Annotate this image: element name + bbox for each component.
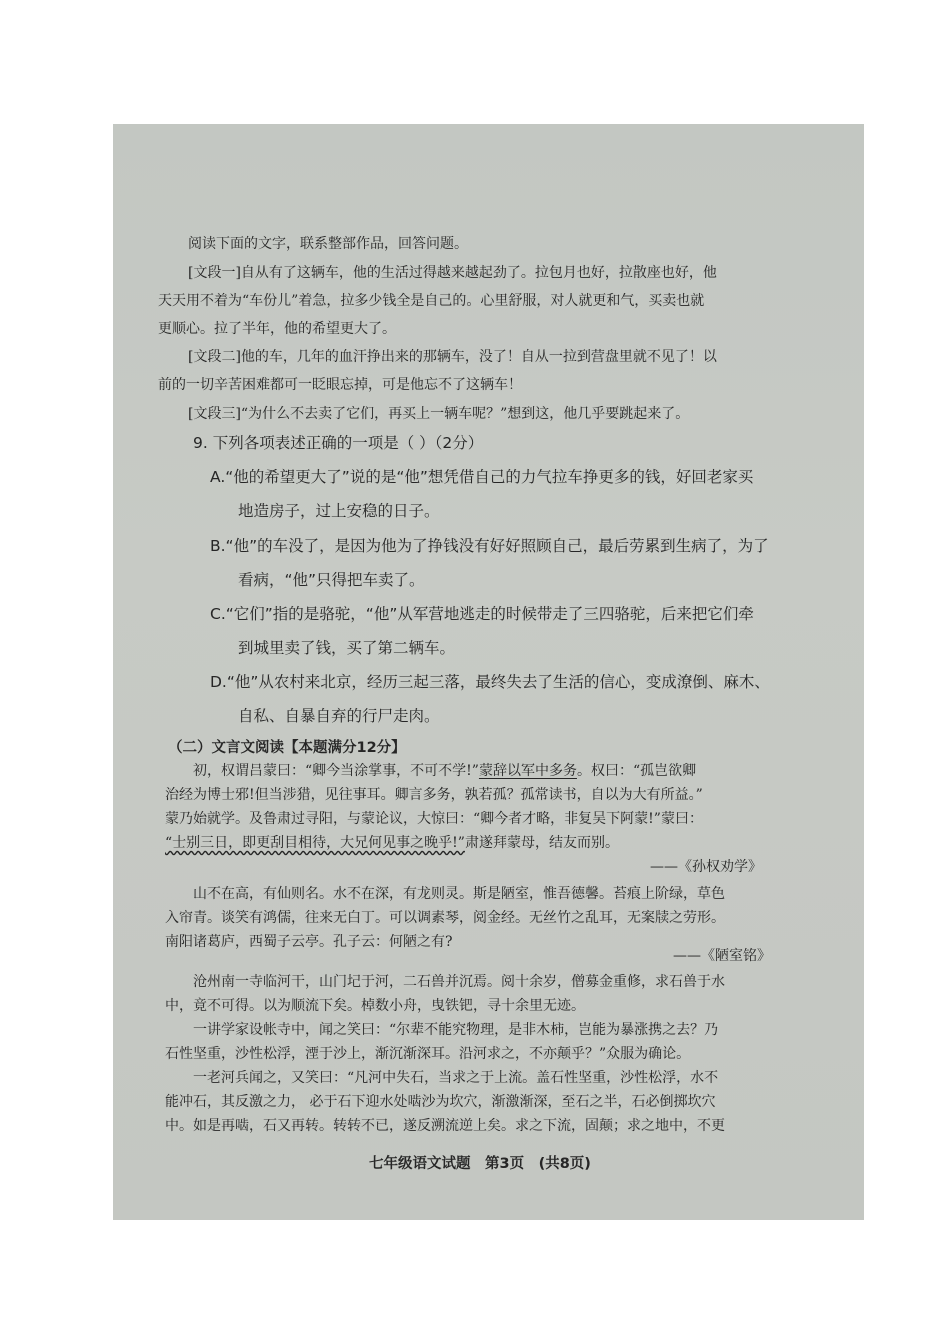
- question-9-option-b-cont: 看病，“他”只得把车卖了。: [238, 571, 425, 589]
- sunquan-text: 初，权谓吕蒙曰：“卿今当涂掌事，不可不学!”: [193, 763, 479, 779]
- section-2-heading: [168, 738, 406, 758]
- question-9-option-a-cont: 地造房子，过上安稳的日子。: [238, 502, 440, 520]
- question-9-option-b: B.“他”的车没了，是因为他为了挣钱没有好好照顾自己，最后劳累到生病了，为了: [210, 537, 769, 555]
- loushi-source: ——《陋室铭》: [673, 948, 771, 964]
- question-9-option-a: A.“他的希望更大了”说的是“他”想凭借自己的力气拉车挣更多的钱，好回老家买: [210, 468, 754, 486]
- passage-three-line: [文段三]“为什么不去卖了它们，再买上一辆车呢？”想到这，他几乎要跳起来了。: [188, 406, 690, 422]
- section-2-title: （二）文言文阅读: [168, 740, 284, 756]
- sunquan-line: 蒙乃始就学。及鲁肃过寻阳，与蒙论议，大惊曰：“卿今者才略，非复吴下阿蒙!”蒙曰：: [165, 811, 703, 827]
- exam-page: [113, 124, 864, 1220]
- page-footer: 七年级语文试题 第3页 (共8页): [369, 1156, 591, 1172]
- shishou-line: 能冲石，其反激之力， 必于石下迎水处啮沙为坎穴，渐激渐深，至石之半，石必倒掷坎穴: [165, 1094, 716, 1110]
- passage-one-line: 天天用不着为“车份儿”着急，拉多少钱全是自己的。心里舒服，对人就更和气，买卖也就: [158, 293, 705, 309]
- sunquan-line: [193, 761, 696, 781]
- sunquan-text: 。权曰：“孤岂欲卿: [576, 763, 697, 779]
- question-9-stem: 9. 下列各项表述正确的一项是（ ）（2分）: [193, 434, 484, 452]
- loushi-line: 入帘青。谈笑有鸿儒，往来无白丁。可以调素琴，阅金经。无丝竹之乱耳，无案牍之劳形。: [165, 910, 725, 926]
- question-9-option-c-cont: 到城里卖了钱，买了第二辆车。: [238, 639, 456, 657]
- question-9-option-d: D.“他”从农村来北京，经历三起三落，最终失去了生活的信心，变成潦倒、麻木、: [210, 673, 770, 691]
- loushi-line: 南阳诸葛庐，西蜀子云亭。孔子云：何陋之有?: [165, 934, 453, 950]
- shishou-line: 一讲学家设帐寺中，闻之笑曰：“尔辈不能究物理，是非木柿，岂能为暴涨携之去？乃: [193, 1022, 719, 1038]
- shishou-line: 一老河兵闻之，又笑曰：“凡河中失石，当求之于上流。盖石性坚重，沙性松浮，水不: [193, 1070, 719, 1086]
- passage-one-line: [文段一]自从有了这辆车，他的生活过得越来越起劲了。拉包月也好，拉散座也好，他: [188, 265, 717, 281]
- passage-two-line: 前的一切辛苦困难都可一眨眼忘掉，可是他忘不了这辆车！: [158, 377, 522, 393]
- section-2-score: 【本题满分12分】: [284, 740, 406, 756]
- sunquan-source: ——《孙权劝学》: [650, 859, 762, 875]
- shishou-line: 中。如是再啮，石又再转。转转不已，遂反溯流逆上矣。求之下流，固颠；求之地中，不更: [165, 1118, 725, 1134]
- sunquan-underlined-sentence: “士别三日，即更刮目相待，大兄何见事之晚乎!”: [165, 835, 465, 851]
- shishou-line: 沧州南一寺临河干，山门圮于河，二石兽并沉焉。阅十余岁，僧募金重修，求石兽于水: [193, 974, 725, 990]
- sunquan-underlined-phrase: 蒙辞以军中多务: [478, 763, 577, 779]
- question-9-option-d-cont: 自私、自暴自弃的行尸走肉。: [238, 707, 440, 725]
- reading-instruction: 阅读下面的文字，联系整部作品，回答问题。: [188, 236, 468, 252]
- sunquan-line: [165, 833, 619, 853]
- sunquan-line: 治经为博士邪!但当涉猎，见往事耳。卿言多务，孰若孤？孤常读书，自以为大有所益。”: [165, 787, 703, 803]
- passage-two-line: [文段二]他的车，几年的血汗挣出来的那辆车，没了！自从一拉到营盘里就不见了！以: [188, 349, 717, 365]
- passage-one-line: 更顺心。拉了半年，他的希望更大了。: [158, 321, 396, 337]
- question-9-option-c: C.“它们”指的是骆驼，“他”从军营地逃走的时候带走了三四骆驼，后来把它们牵: [210, 605, 754, 623]
- shishou-line: 中，竟不可得。以为顺流下矣。棹数小舟，曳铁钯，寻十余里无迹。: [165, 998, 585, 1014]
- shishou-line: 石性坚重，沙性松浮，湮于沙上，渐沉渐深耳。沿河求之，不亦颠乎？”众服为确论。: [165, 1046, 691, 1062]
- sunquan-text: 肃遂拜蒙母，结友而别。: [464, 835, 619, 851]
- loushi-line: 山不在高，有仙则名。水不在深，有龙则灵。斯是陋室，惟吾德馨。苔痕上阶绿，草色: [193, 886, 725, 902]
